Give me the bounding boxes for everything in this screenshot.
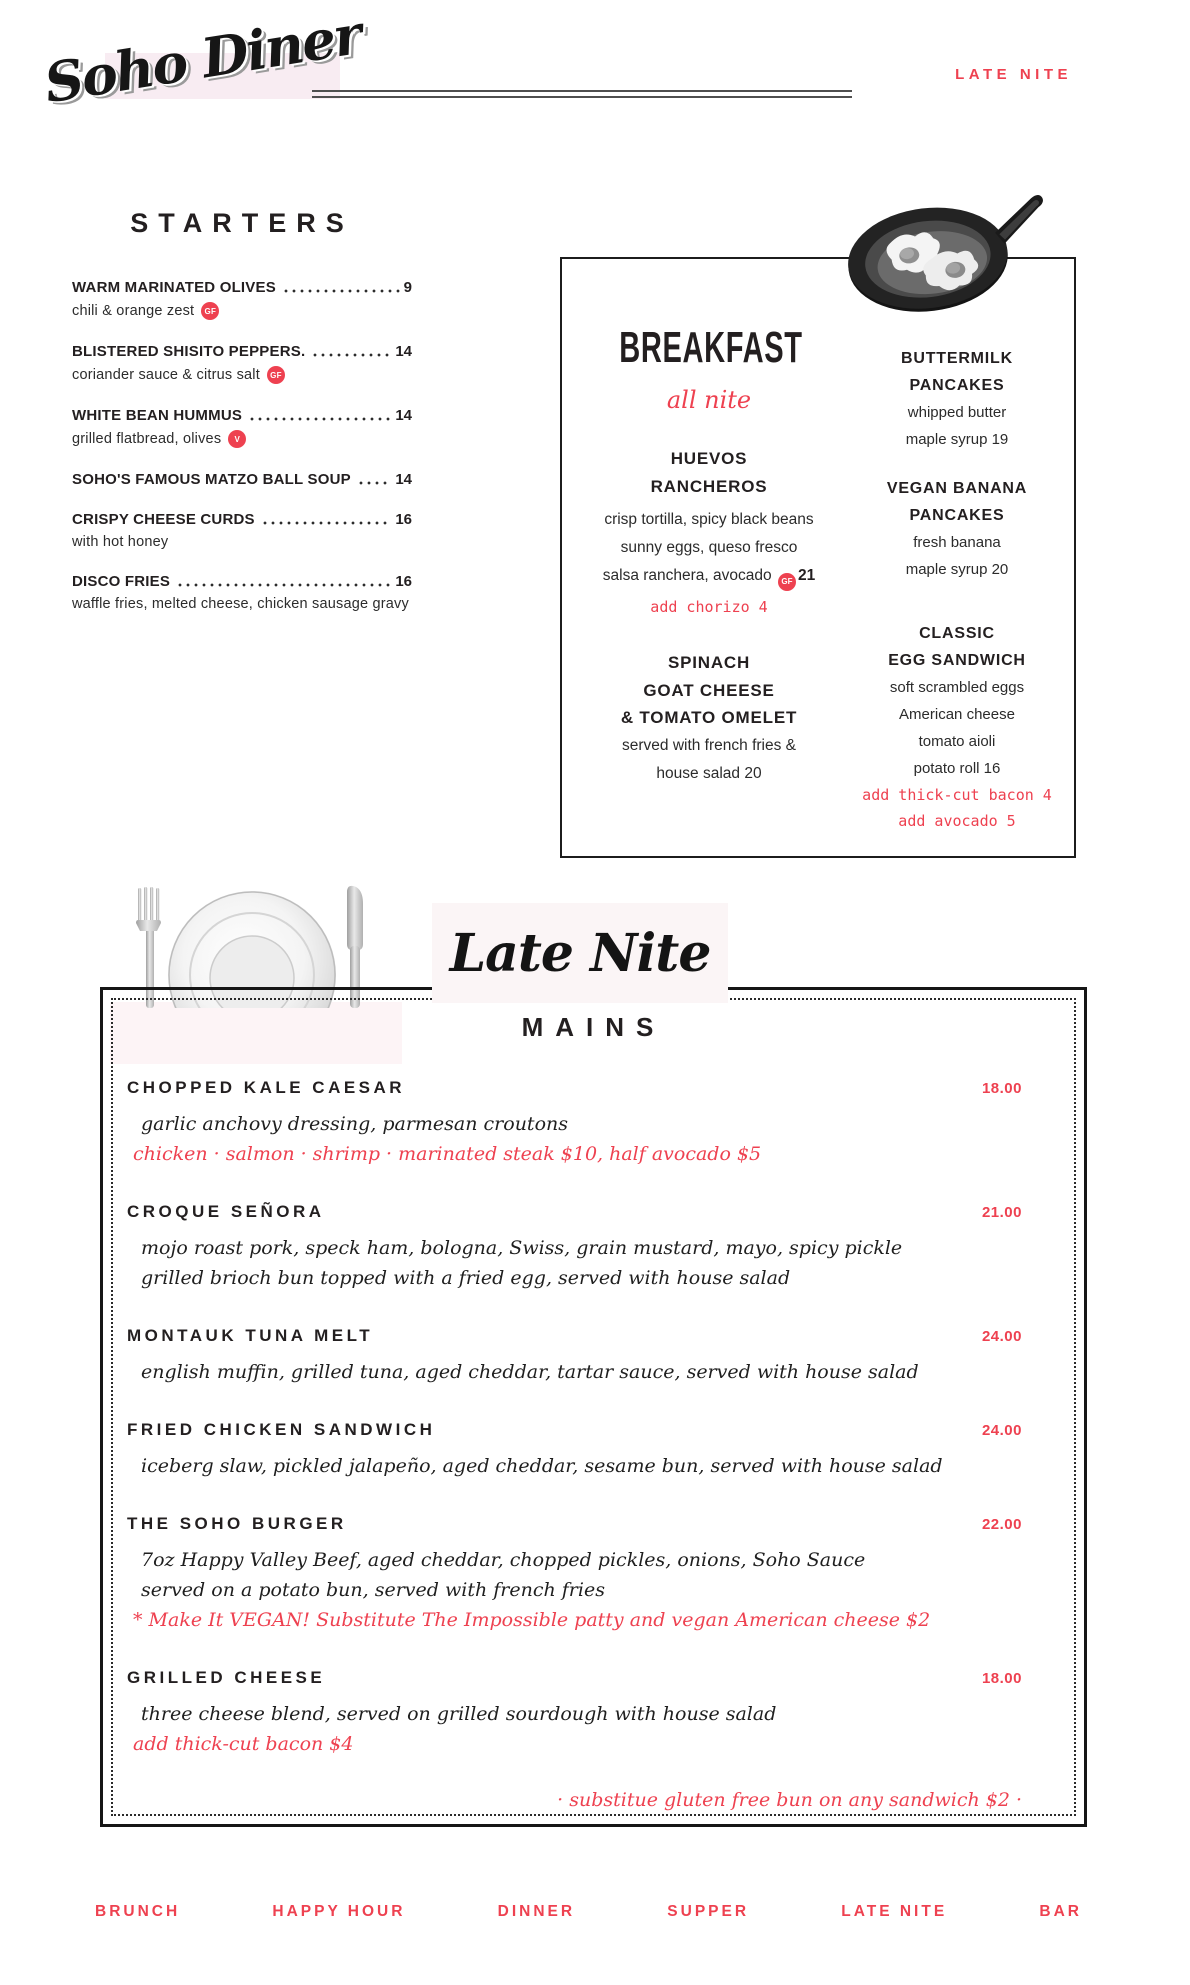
- item-name: & TOMATO OMELET: [620, 708, 798, 727]
- gluten-free-badge: GF: [201, 302, 219, 320]
- late-nite-script-patch: [432, 903, 728, 1003]
- starters-section: [72, 208, 412, 635]
- item-price: 14: [395, 343, 412, 360]
- gluten-free-badge: GF: [267, 366, 285, 384]
- item-description: tomato aioli: [918, 733, 996, 750]
- item-price: 22.00: [981, 1516, 1022, 1533]
- item-description: salsa ranchera, avocado: [602, 567, 772, 584]
- item-name: PANCAKES: [909, 507, 1005, 524]
- menu-item: [127, 1417, 1022, 1481]
- item-name: SOHO'S FAMOUS MATZO BALL SOUP: [72, 471, 351, 488]
- dotted-leader: [357, 481, 391, 485]
- item-name: GRILLED CHEESE: [127, 1668, 326, 1687]
- item-name: CLASSIC: [919, 625, 995, 642]
- nav-item-happy-hour[interactable]: HAPPY HOUR: [272, 1903, 406, 1920]
- item-price: 9: [403, 279, 412, 296]
- breakfast-subtitle: all nite: [666, 386, 752, 414]
- mains-content: [103, 990, 1084, 1811]
- dotted-leader: [282, 289, 400, 293]
- item-addon: add avocado 5: [898, 812, 1016, 830]
- item-name: FRIED CHICKEN SANDWICH: [127, 1420, 436, 1439]
- menu-item: [72, 471, 412, 488]
- menu-item: [72, 573, 412, 612]
- item-description: fresh banana: [913, 534, 1001, 551]
- menu-item: [127, 1511, 1022, 1635]
- dotted-leader: [176, 583, 391, 587]
- item-addon: * Make It VEGAN! Substitute The Impossible patty and vegan American cheese $2: [133, 1609, 931, 1631]
- gluten-free-footnote: · substitue gluten free bun on any sandwich $2 ·: [557, 1789, 1022, 1811]
- dotted-leader: [248, 417, 391, 421]
- breakfast-title: BREAKFAST: [619, 323, 803, 372]
- item-description: english muffin, grilled tuna, aged cheddar, tartar sauce, served with house salad: [141, 1361, 919, 1383]
- item-name: RANCHEROS: [650, 476, 768, 496]
- item-description: with hot honey: [72, 534, 169, 550]
- item-description: waffle fries, melted cheese, chicken sausage gravy: [72, 596, 409, 612]
- dotted-leader: [261, 521, 392, 525]
- late-nite-script-title: Late Nite: [449, 922, 711, 984]
- menu-item: [72, 279, 412, 320]
- menu-item: [846, 475, 1068, 583]
- menu-item: [127, 1665, 1022, 1759]
- item-description: sunny eggs, queso fresco: [620, 539, 798, 556]
- item-price: 16: [395, 573, 412, 590]
- dotted-leader: [311, 353, 391, 357]
- item-description: whipped butter: [907, 404, 1007, 421]
- item-price: 14: [395, 407, 412, 424]
- item-price: 24.00: [981, 1328, 1022, 1345]
- item-name: BLISTERED SHISITO PEPPERS.: [72, 343, 306, 360]
- item-name: DISCO FRIES: [72, 573, 171, 590]
- breakfast-right-column: [846, 259, 1068, 834]
- item-name: GOAT CHEESE: [643, 680, 775, 700]
- item-price: 21: [797, 567, 816, 584]
- item-price: 16: [395, 511, 412, 528]
- menu-item: [572, 649, 846, 788]
- item-name: WARM MARINATED OLIVES: [72, 279, 276, 296]
- item-description: grilled brioch bun topped with a fried egg, served with house salad: [141, 1267, 791, 1289]
- menu-item: [72, 343, 412, 384]
- nav-item-late-nite[interactable]: LATE NITE: [841, 1903, 948, 1920]
- frying-pan-eggs-image: [845, 185, 1045, 317]
- nav-item-supper[interactable]: SUPPER: [667, 1903, 750, 1920]
- item-description: chili & orange zest: [72, 303, 195, 319]
- menu-item: [127, 1199, 1022, 1293]
- header-divider: [312, 90, 852, 98]
- item-description: served on a potato bun, served with french fries: [141, 1579, 605, 1601]
- item-price: 14: [395, 471, 412, 488]
- item-description: served with french fries &: [621, 736, 796, 754]
- item-price: 18.00: [981, 1080, 1022, 1097]
- page-label-late-nite: LATE NITE: [955, 66, 1072, 83]
- item-description: mojo roast pork, speck ham, bologna, Swiss, grain mustard, mayo, spicy pickle: [141, 1237, 903, 1259]
- item-name: SPINACH: [667, 653, 751, 672]
- item-price: 18.00: [981, 1670, 1022, 1687]
- breakfast-section: [560, 257, 1076, 858]
- item-name: THE SOHO BURGER: [127, 1514, 347, 1533]
- item-price: 24.00: [981, 1422, 1022, 1439]
- nav-item-bar[interactable]: BAR: [1039, 1903, 1082, 1920]
- menu-item: [72, 511, 412, 550]
- item-name: WHITE BEAN HUMMUS: [72, 407, 243, 424]
- item-description: crisp tortilla, spicy black beans: [604, 511, 814, 528]
- item-addon: add chorizo 4: [650, 598, 768, 616]
- nav-item-brunch[interactable]: BRUNCH: [95, 1903, 181, 1920]
- menu-item: [127, 1075, 1022, 1169]
- menu-item: [572, 445, 846, 621]
- item-description: garlic anchovy dressing, parmesan croutons: [141, 1113, 568, 1135]
- menu-item: [72, 407, 412, 448]
- footer-nav: [95, 1903, 1082, 1921]
- item-addon: chicken · salmon · shrimp · marinated steak $10, half avocado $5: [133, 1143, 762, 1165]
- item-name: BUTTERMILK: [901, 350, 1013, 367]
- item-description: American cheese: [899, 706, 1015, 723]
- vegan-badge: V: [228, 430, 246, 448]
- item-description: [572, 562, 846, 591]
- item-description: iceberg slaw, pickled jalapeño, aged cheddar, sesame bun, served with house salad: [141, 1455, 943, 1477]
- menu-item: [846, 345, 1068, 453]
- mains-title: MAINS: [521, 1012, 666, 1042]
- breakfast-left-column: [572, 259, 846, 788]
- item-description: grilled flatbread, olives: [72, 431, 222, 447]
- nav-item-dinner[interactable]: DINNER: [497, 1903, 576, 1920]
- item-name: EGG SANDWICH: [888, 652, 1026, 669]
- item-name: VEGAN BANANA: [886, 480, 1028, 497]
- item-name: CHOPPED KALE CAESAR: [127, 1078, 406, 1097]
- item-description: potato roll 16: [913, 760, 1001, 777]
- item-name: CROQUE SEÑORA: [127, 1202, 325, 1221]
- item-description: three cheese blend, served on grilled sourdough with house salad: [141, 1703, 777, 1725]
- item-description: 7oz Happy Valley Beef, aged cheddar, chopped pickles, onions, Soho Sauce: [141, 1549, 866, 1571]
- item-description: maple syrup 20: [905, 561, 1009, 578]
- menu-item: [846, 620, 1068, 834]
- item-name: CRISPY CHEESE CURDS: [72, 511, 255, 528]
- item-addon: add thick-cut bacon 4: [862, 786, 1052, 804]
- starters-title: STARTERS: [130, 208, 354, 238]
- menu-item: [127, 1323, 1022, 1387]
- item-name: MONTAUK TUNA MELT: [127, 1326, 374, 1345]
- item-description: coriander sauce & citrus salt: [72, 367, 260, 383]
- item-description: soft scrambled eggs: [889, 679, 1025, 696]
- item-description: house salad 20: [656, 764, 762, 782]
- item-description: maple syrup 19: [905, 431, 1009, 448]
- soho-diner-logo: Soho Diner: [40, 2, 365, 116]
- item-price: 21.00: [981, 1204, 1022, 1221]
- gluten-free-badge: GF: [778, 573, 796, 591]
- item-addon: add thick-cut bacon $4: [133, 1733, 354, 1755]
- item-name: PANCAKES: [909, 377, 1005, 394]
- item-name: HUEVOS: [670, 449, 748, 468]
